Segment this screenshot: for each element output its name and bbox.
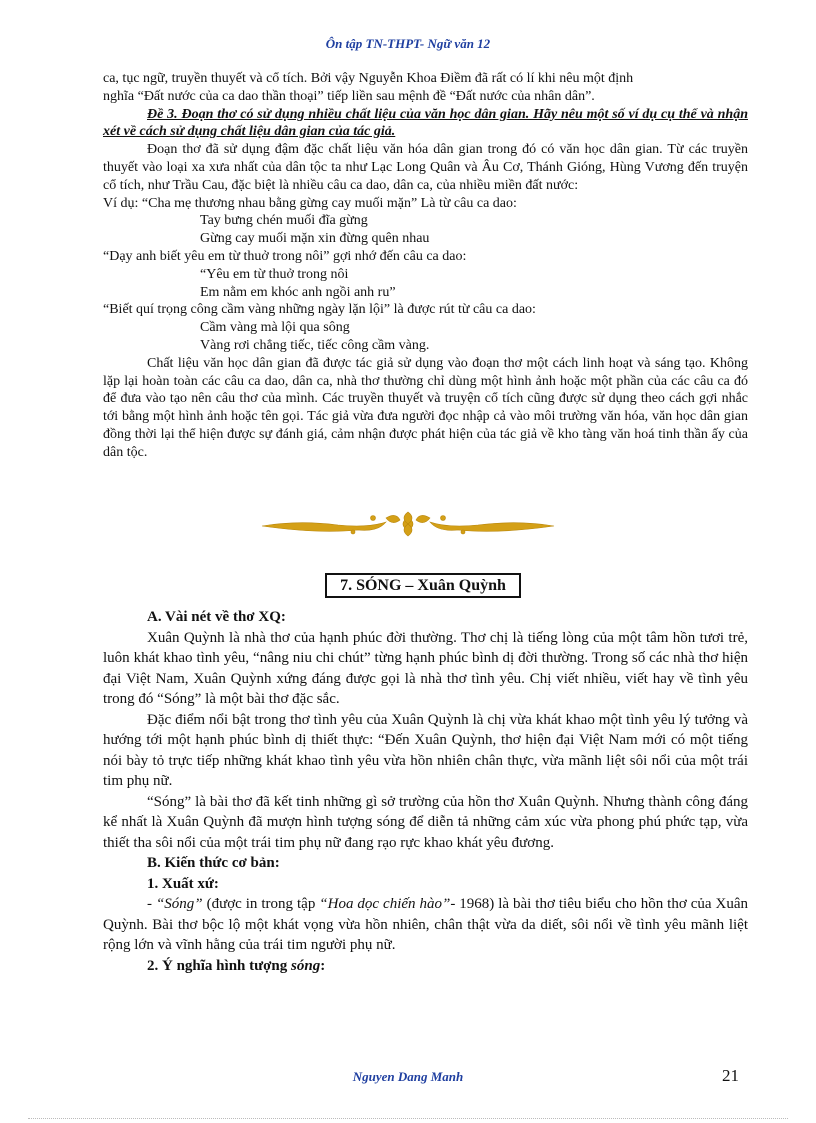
subsection-2-colon: : bbox=[320, 957, 326, 974]
page-header: Ôn tập TN-THPT- Ngữ văn 12 bbox=[325, 36, 491, 51]
section-a-paragraph-3: “Sóng” là bài thơ đã kết tinh những gì sở trường của hồn thơ Xuân Quỳnh. Nhưng thành công đáng kể nhất là Xuân Quỳnh đã mượn hình tượng sóng để diễn tả những cảm xúc vừa phong phú phức tạp, vừa thiết tha sôi nổi của một trái tim phụ nữ đang rạo rực khao khát yêu đương. bbox=[103, 793, 748, 851]
decorative-divider-icon bbox=[258, 508, 558, 540]
footer-divider bbox=[28, 1118, 788, 1119]
intro-line-1: ca, tục ngữ, truyền thuyết và cổ tích. Bởi vậy Nguyễn Khoa Điềm đã rất có lí khi nêu một định bbox=[103, 71, 634, 86]
lesson-body bbox=[103, 607, 748, 976]
poem-title-song: “Sóng” bbox=[155, 896, 203, 912]
subsection-2-word: sóng bbox=[291, 957, 321, 974]
dash: - bbox=[147, 896, 156, 912]
conclusion-paragraph: Chất liệu văn học dân gian đã được tác giả sử dụng vào đoạn thơ một cách linh hoạt và sáng tạo. Không lặp lại hoàn toàn các câu ca dao, dân ca, nhà thơ thường chỉ dùng một hình ảnh hoặc một phần của các câu ca đó để đưa vào tạo nên câu thơ của mình. Các truyền thuyết và truyện cổ tích cũng được sử dụng theo cách gợi nhắc tới bằng một hình ảnh hoặc tên gọi. Tác giả vừa đưa người đọc nhập cả vào môi trường văn hóa, văn học dân gian đồng thời lại thể hiện được sự đánh giá, cảm nhận được phát hiện của tác giả về kho tàng văn hoá tinh thần ấy của dân tộc. bbox=[103, 355, 748, 460]
subsection-1-paragraph bbox=[103, 894, 748, 956]
section-a-paragraph-2: Đặc điểm nổi bật trong thơ tình yêu của Xuân Quỳnh là chị vừa khát khao một tình yêu lý tưởng và hướng tới một hạnh phúc bình dị thiết thực: “Đến Xuân Quỳnh, thơ hiện đại Việt Nam mới có một tiếng nói bày tỏ trực tiếp những khát khao tình yêu vừa hồn nhiên chân thực, vừa mãnh liệt sôi nổi của một trái tim phụ nữ. bbox=[103, 711, 748, 789]
poem-2-line-1: “Yêu em từ thuở trong nôi bbox=[200, 266, 349, 282]
example-1: Ví dụ: “Cha mẹ thương nhau bằng gừng cay muối mặn” Là từ câu ca dao: bbox=[103, 195, 517, 211]
top-section bbox=[103, 70, 748, 462]
poem-1-line-2: Gừng cay muối mặn xin đừng quên nhau bbox=[200, 231, 430, 247]
intro-line-2: nghĩa “Đất nước của ca dao thần thoại” tiếp liền sau mệnh đề “Đất nước của nhân dân”. bbox=[103, 88, 595, 104]
poem-3-line-1: Cầm vàng mà lội qua sông bbox=[200, 320, 350, 336]
collection-title: “Hoa dọc chiến hào” bbox=[319, 896, 451, 912]
subsection-2-heading bbox=[103, 956, 748, 977]
answer-intro: Đoạn thơ đã sử dụng đậm đặc chất liệu văn hóa dân gian trong đó có văn học dân gian. Từ các truyền thuyết vào loại xa xưa nhất của dân tộc ta như Lạc Long Quân và Âu Cơ, Thánh Gióng, Hùng Vương đến truyện cổ tích, như Trầu Cau, đặc biệt là nhiều câu ca dao, dân ca, của nhiều miền đất nước: bbox=[103, 142, 748, 193]
poem-2-line-2: Em nằm em khóc anh ngồi anh ru” bbox=[200, 284, 396, 300]
page-number: 21 bbox=[722, 1066, 739, 1085]
example-3: “Biết quí trọng công cầm vàng những ngày lặn lội” là được rút từ câu ca dao: bbox=[103, 302, 536, 318]
lesson-title: 7. SÓNG – Xuân Quỳnh bbox=[325, 573, 521, 598]
section-a-paragraph-1: Xuân Quỳnh là nhà thơ của hạnh phúc đời thường. Thơ chị là tiếng lòng của một tâm hồn tươi trẻ, luôn khát khao tình yêu, “nâng niu chi chút” từng hạnh phúc bình dị đời thường. Trong số các nhà thơ hiện đại Việt Nam, Xuân Quỳnh xứng đáng được gọi là nhà thơ tình yêu. Chị viết nhiều, viết hay về tình yêu trong đó “Sóng” là một bài thơ đặc sắc. bbox=[103, 629, 748, 707]
example-2: “Dạy anh biết yêu em từ thuở trong nôi” gợi nhớ đến câu ca dao: bbox=[103, 248, 467, 264]
subsection-2-prefix: 2. Ý nghĩa hình tượng bbox=[147, 957, 292, 974]
poem-3-line-2: Vàng rơi chẳng tiếc, tiếc công cầm vàng. bbox=[200, 337, 430, 353]
text-part: - 1968) là bài thơ tiêu biểu cho hồn thơ của Xuân Quỳnh. Bài thơ bộc lộ một khát vọng vừa hồn nhiên, chân thật vừa da diết, sôi nổi về tình yêu mãnh liệt rộng lớn và vĩnh hằng của trái tim người phụ nữ. bbox=[103, 896, 748, 953]
subsection-1-heading: 1. Xuất xứ: bbox=[147, 875, 219, 892]
question-de-3: Đề 3. Đoạn thơ có sử dụng nhiều chất liệu của văn học dân gian. Hãy nêu một số ví dụ cụ thể và nhận xét về cách sử dụng chất liệu dân gian của tác giả. bbox=[103, 106, 748, 140]
poem-1-line-1: Tay bưng chén muối đĩa gừng bbox=[200, 213, 368, 229]
section-b-heading: B. Kiến thức cơ bản: bbox=[147, 855, 280, 871]
text-part: (được in trong tập bbox=[202, 896, 320, 912]
footer-author: Nguyen Dang Manh bbox=[352, 1069, 464, 1084]
section-a-heading: A. Vài nét về thơ XQ: bbox=[147, 609, 286, 625]
